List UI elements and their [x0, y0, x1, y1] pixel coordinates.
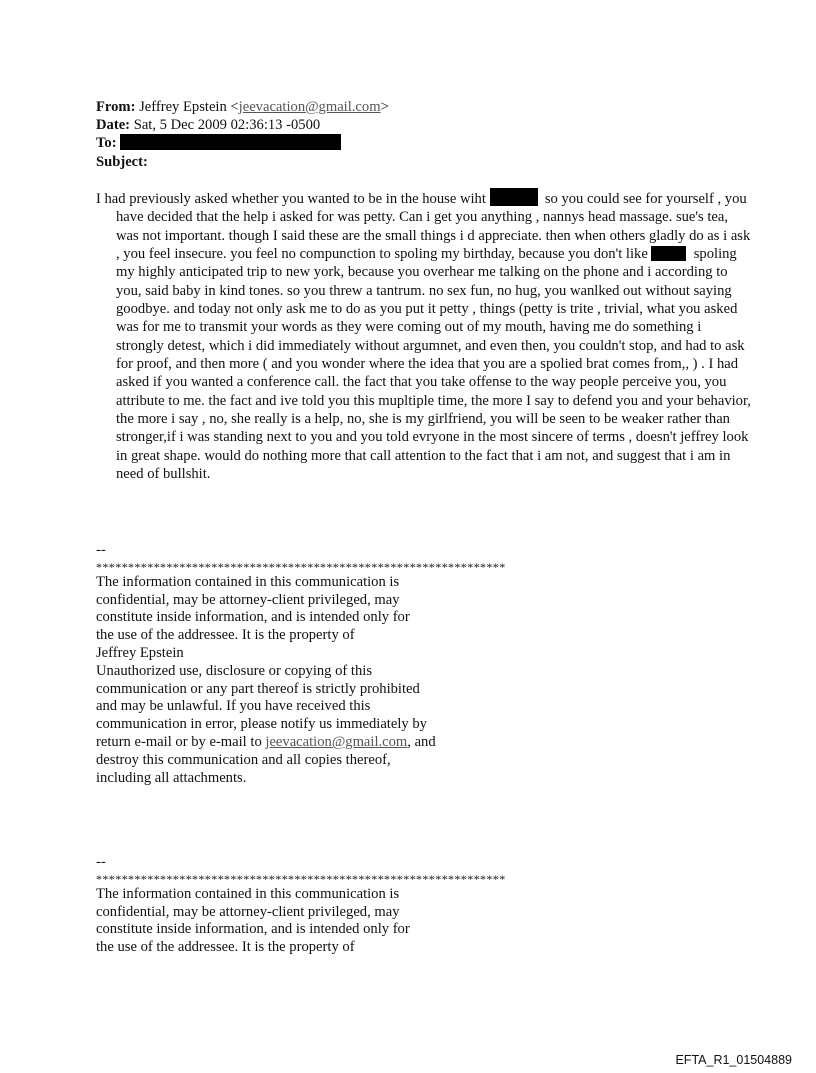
to-line — [96, 134, 389, 152]
signature-separator: -- — [96, 542, 106, 558]
disclaimer-line: constitute inside information, and is intended only for — [96, 609, 410, 626]
disclaimer-line: constitute inside information, and is intended only for — [96, 921, 410, 938]
disclaimer-line: communication or any part thereof is strictly prohibited — [96, 680, 420, 697]
disclaimer-line: including all attachments. — [96, 769, 247, 786]
asterisk-divider: **************************************************************** — [96, 871, 506, 886]
from-email-link[interactable]: jeevacation@gmail.com — [238, 99, 381, 115]
disclaimer-line: communication in error, please notify us immediately by — [96, 716, 427, 733]
disclaimer-line: Unauthorized use, disclosure or copying of this — [96, 662, 373, 679]
from-close: > — [380, 99, 389, 115]
disclaimer-line — [96, 734, 506, 752]
email-header — [96, 98, 389, 171]
disclaimer-line: and may be unlawful. If you have received this — [96, 698, 371, 715]
disclaimer-line: the use of the addressee. It is the property of — [96, 627, 355, 644]
date-label: Date: — [96, 117, 131, 134]
disclaimer-block-2 — [96, 854, 506, 957]
disclaimer-line: confidential, may be attorney-client privileged, may — [96, 903, 400, 920]
document-id-stamp: EFTA_R1_01504889 — [675, 1053, 792, 1067]
to-label: To: — [96, 135, 117, 152]
body-text-part-2: so you could see for yourself , you have decided that the help i asked for was petty. Can i get you anything , nannys head massage. sue's tea, was not important. though I said these are the small things i d appreciate. then when others gladly do as i ask , you feel insecure. you feel no compunction to spoling my birthday, because you don't like — [116, 191, 751, 263]
asterisk-divider: **************************************************************** — [96, 559, 506, 574]
disclaimer-line: Jeffrey Epstein — [96, 644, 184, 661]
email-body — [96, 188, 752, 484]
from-label: From: — [96, 99, 136, 115]
disclaimer-email-link[interactable]: jeevacation@gmail.com — [265, 733, 408, 750]
disclaimer-line: destroy this communication and all copies thereof, — [96, 751, 391, 768]
disclaimer-block-1 — [96, 542, 506, 787]
disclaimer-line: The information contained in this communication is — [96, 573, 400, 590]
signature-separator: -- — [96, 854, 106, 870]
disclaimer-line: confidential, may be attorney-client privileged, may — [96, 591, 400, 608]
subject-label: Subject: — [96, 153, 148, 170]
disclaimer-text: return e-mail or by e-mail to — [96, 733, 266, 750]
subject-line — [96, 153, 389, 171]
redaction-bar — [490, 188, 538, 206]
redaction-bar — [651, 246, 686, 261]
body-text-part-3: spoling my highly anticipated trip to new york, because you overhear me talking on the phone and i according to you, said baby in kind tones. so you threw a tantrum. no sex fun, no hug, you wanlked out without saying goodbye. and today not only ask me to do as you put it petty , things (petty is trite , trivial, what you asked was for me to transmit your words as they were coming out of my mouth, having me do something i strongly detest, which i did immediately without argumnet, and even then, you couldn't stop, and had to ask for proof, and then more ( and you wonder where the idea that you are a spolied brat comes from,, ) . I had asked if you wanted a conference call. the fact that you take offense to the way people perceive you, you attribute to me. the fact and ive told you this mupltiple time, the more I say to defend you and your behavior, the more i say , no, she really is a help, no, she is my girlfriend, you will be seen to be weaker rather than stronger,if i was standing next to you and you told evryone in the most sincere of terms , doesn't jeffrey look in great shape. would do nothing more that call attention to the fact that i am not, and suggest that i am in need of bullshit. — [116, 246, 751, 483]
redaction-bar — [120, 134, 341, 150]
date-line — [96, 116, 389, 134]
body-text-part-1: I had previously asked whether you wanted to be in the house wiht — [96, 191, 486, 207]
disclaimer-line: The information contained in this communication is — [96, 885, 400, 902]
disclaimer-line: the use of the addressee. It is the property of — [96, 939, 355, 956]
disclaimer-text: , and — [407, 733, 436, 750]
date-value: Sat, 5 Dec 2009 02:36:13 -0500 — [133, 117, 321, 134]
from-name: Jeffrey Epstein < — [139, 99, 239, 115]
from-line — [96, 98, 389, 116]
